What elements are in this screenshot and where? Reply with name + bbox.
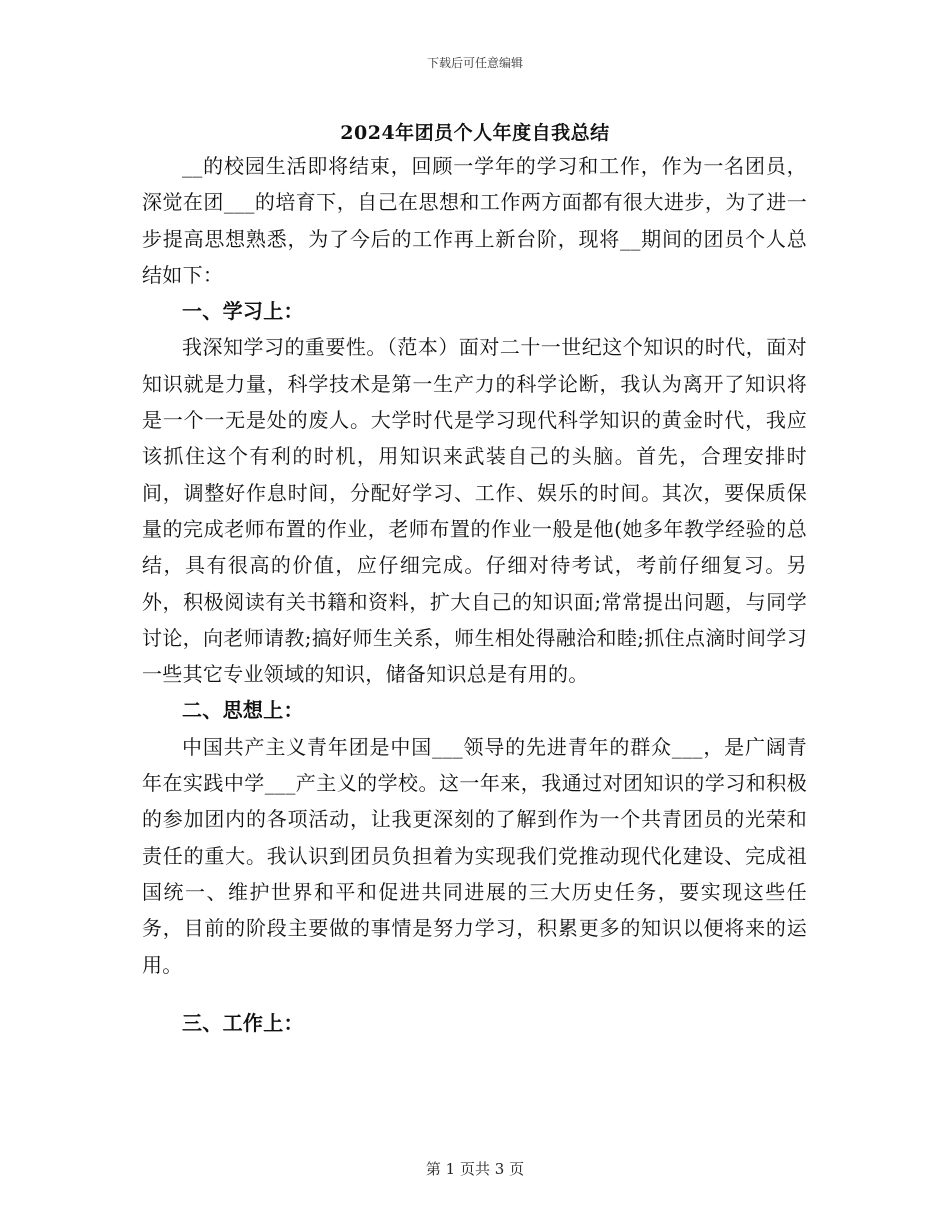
page-number: 第 1 页共 3 页 [425,1160,525,1178]
section-paragraph-study: 我深知学习的重要性。（范本）面对二十一世纪这个知识的时代，面对知识就是力量，科学技术是第一生产力的科学论断，我认为离开了知识将是一个一无是处的废人。大学时代是学习现代科学知识的黄金时代，我应该抓住这个有利的时机，用知识来武装自己的头脑。首先，合理安排时间，调整好作息时间，分配好学习、工作、娱乐的时间。其次，要保质保量的完成老师布置的作业，老师布置的作业一般是他(她多年教学经验的总结，具有很高的价值，应仔细完成。仔细对待考试，考前仔细复习。另外，积极阅读有关书籍和资料，扩大自己的知识面;常常提出问题，与同学讨论，向老师请教;搞好师生关系，师生相处得融洽和睦;抓住点滴时间学习一些其它专业领域的知识，储备知识总是有用的。 [142,335,807,687]
section-heading-thought: 二、思想上： [182,698,304,723]
document-body [142,148,807,1041]
section-paragraph-thought: 中国共产主义青年团是中国___领导的先进青年的群众___，是广阔青年在实践中学___产主义的学校。这一年来，我通过对团知识的学习和积极的参加团内的各项活动，让我更深刻的了解到作为一个共青团员的光荣和责任的重大。我认识到团员负担着为实现我们党推动现代化建设、完成祖国统一、维护世界和平和促进共同进展的三大历史任务，要实现这些任务，目前的阶段主要做的事情是努力学习，积累更多的知识以便将来的运用。 [142,734,807,977]
section-heading-work: 三、工作上： [182,1010,304,1035]
header-note: 下载后可任意编辑 [426,56,523,70]
intro-paragraph: __的校园生活即将结束，回顾一学年的学习和工作，作为一名团员，深觉在团___的培育下，自己在思想和工作两方面都有很大进步，为了进一步提高思想熟悉，为了今后的工作再上新台阶，现将__期间的团员个人总结如下： [142,154,807,287]
document-title: 2024年团员个人年度自我总结 [340,122,610,144]
section-heading-study: 一、学习上： [182,299,304,324]
